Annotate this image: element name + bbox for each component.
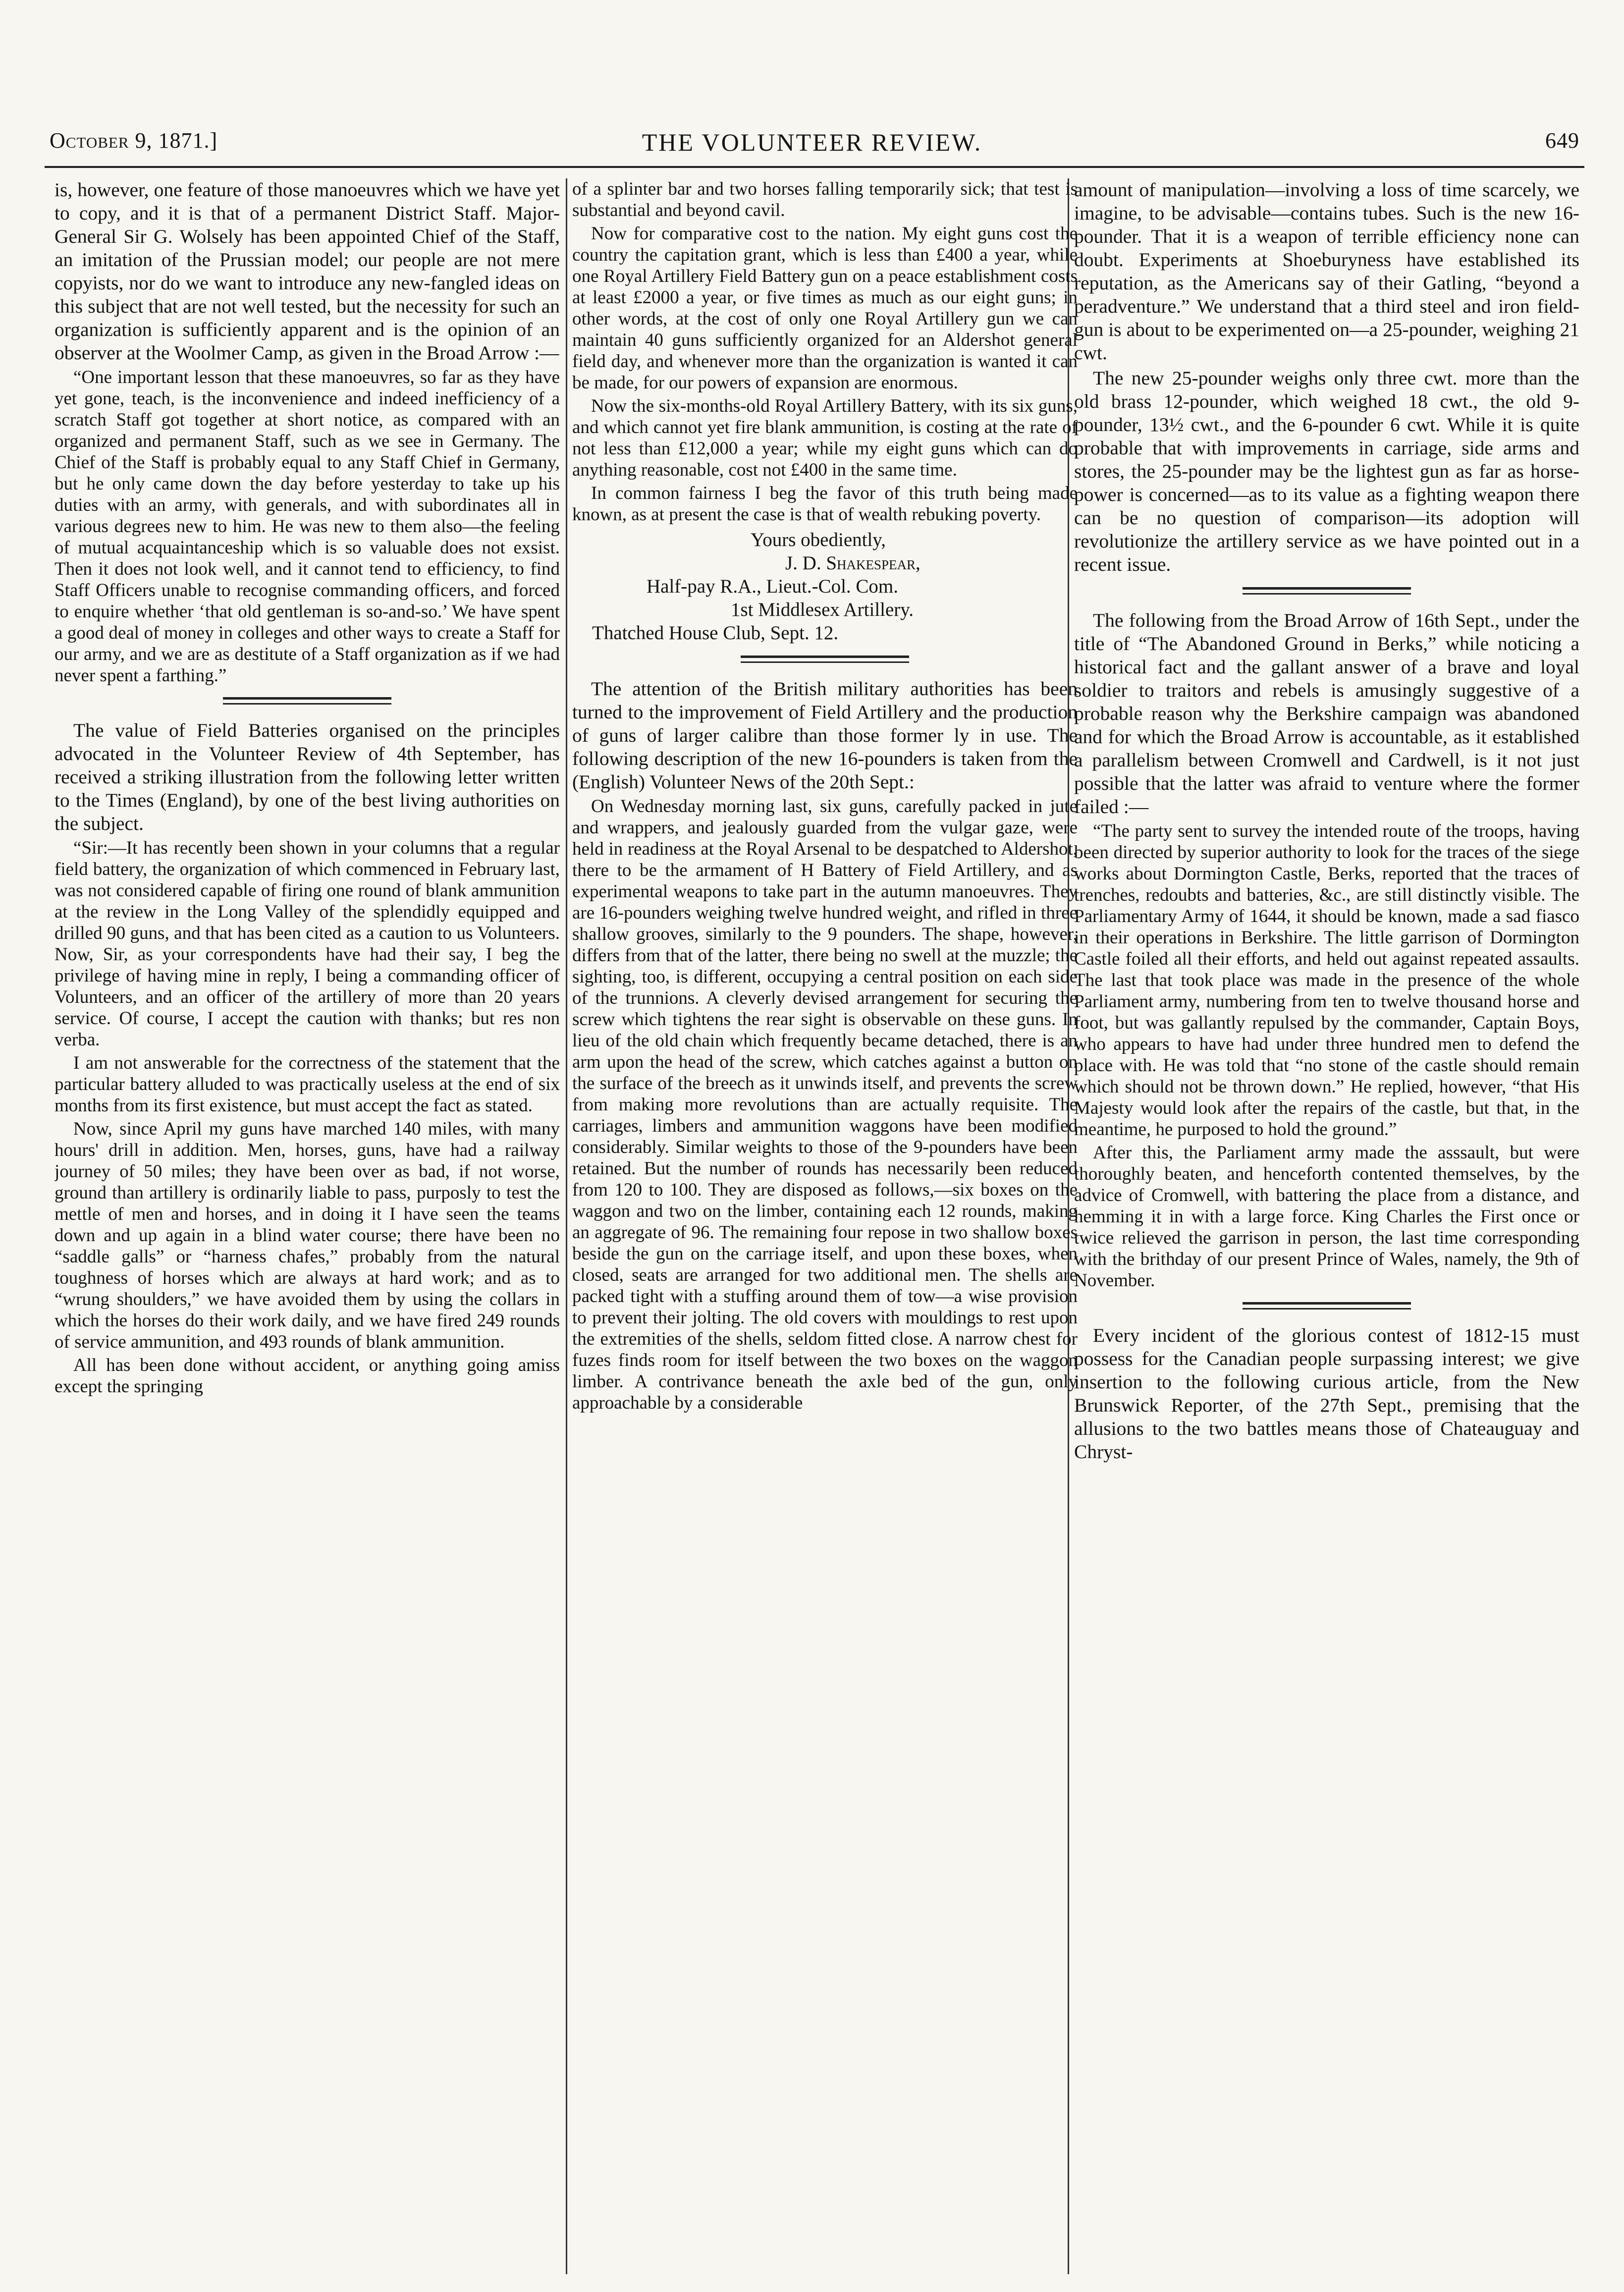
quoted-paragraph: After this, the Parliament army made the asssault, but were thoroughly beaten, and henceforth contented themselves, by the advice of Cromwell, with battering the place from a distance, and hemming it in with a large force. King Charles the First once or twice relieved the garrison in person, the last time corresponding with the brithday of our present Prince of Wales, namely, the 9th of November. xyxy=(1074,1143,1579,1291)
quoted-paragraph: Now, since April my guns have marched 140 miles, with many hours' drill in addition. Men, horses, guns, have had a railway journey of 50 miles; they have been over as bad, if not worse, ground than artillery is ordinarily liable to pass, purposly to test the mettle of men and horses, and in doing it I have seen the teams down and up again in a blind water course; there have been no “saddle galls” or “harness chafes,” probably from the natural toughness of horses which are always at hard work; and as to “wrung shoulders,” we have avoided them by using the collars in which the horses do their work daily, and we have fired 249 rounds of service ammunition, and 493 rounds of blank ammunition. xyxy=(54,1119,560,1352)
page-number: 649 xyxy=(1545,128,1579,153)
section-divider xyxy=(572,650,1078,670)
column-2 xyxy=(572,178,1078,2259)
quoted-paragraph: I am not answerable for the correctness of the statement that the particular battery alluded to was practically useless at the end of six months from its first existence, but must accept the fact as stated. xyxy=(54,1053,560,1116)
signature-address: Thatched House Club, Sept. 12. xyxy=(592,622,839,644)
quoted-paragraph: “The party sent to survey the intended route of the troops, having been directed by superior authority to look for the traces of the siege works about Dormington Castle, Berks, reported that the traces of trenches, redoubts and batteries, &c., are still distinctly visible. The Parliamentary Army of 1644, it should be known, made a sad fiasco in their operations in Berkshire. The little garrison of Dormington Castle foiled all their efforts, and held out against repeated assaults. The last that took place was made in the presence of the whole Parliament army, numbering from ten to twelve thousand horse and foot, but was gallantly repulsed by the commander, Captain Boys, who appears to have had under three hundred men to defend the place with. He was told that “no stone of the castle should remain which should not be thrown down.” He replied, however, “that His Majesty would look after the repairs of the castle, but that, in the meantime, he purposed to hold the ground.” xyxy=(1074,821,1579,1140)
paragraph: The new 25-pounder weighs only three cwt. more than the old brass 12-pounder, which weighed 18 cwt., the old 9-pounder, 13½ cwt., and the 6-pounder 6 cwt. While it is quite probable that with improvements in carriage, side arms and stores, the 25-pounder may be the lightest gun as far as horse-power is concerned—as to its value as a fighting weapon there can be no question of comparison—its adoption will revolutionize the artillery service as we have pointed out in a recent issue. xyxy=(1074,367,1579,575)
issue-date: October 9, 1871.] xyxy=(50,128,218,153)
section-divider xyxy=(54,691,560,712)
publication-title: THE VOLUNTEER REVIEW. xyxy=(642,128,982,156)
column-3 xyxy=(1074,178,1579,2259)
section-divider xyxy=(1074,581,1579,602)
paragraph: Every incident of the glorious contest of 1812-15 must possess for the Canadian people surpassing interest; we give insertion to the following curious article, from the New Brunswick Reporter, of the 27th Sept., premising that the allusions to the two battles means those of Chateauguay and Chryst- xyxy=(1074,1324,1579,1463)
quoted-paragraph: “One important lesson that these manoeuvres, so far as they have yet gone, teach, is the inconvenience and indeed inefficiency of a scratch Staff got together at short notice, as compared with an organized and permanent Staff, such as we see in Germany. The Chief of the Staff is probably equal to any Staff Chief in Germany, but he only came down the day before yesterday to take up his duties with an army, with generals, and with subordinates all in various degrees new to him. He was new to them also—the feeling of mutual acquaintanceship which is so valuable does not exsist. Then it does not look well, and it cannot tend to efficiency, to find Staff Officers unable to recognise commanding officers, and forced to enquire whether ‘that old gentleman is so-and-so.’ We have spent a good deal of money in colleges and other ways to create a Staff for our army, and we are as destitute of a Staff organization as if we had never spent a farthing.” xyxy=(54,367,560,686)
paragraph: amount of manipulation—involving a loss of time scarcely, we imagine, to be advisable—contains tubes. Such is the new 16-pounder. That it is a weapon of terrible efficiency none can doubt. Experiments at Shoeburyness have established its reputation, as the Americans say of their Gatling, “beyond a peradventure.” We understand that a third steel and iron field-gun is about to be experimented on—a 25-pounder, weighing 21 cwt. xyxy=(1074,179,1579,364)
quoted-paragraph: Now for comparative cost to the nation. My eight guns cost the country the capitation grant, which is less than £400 a year, while one Royal Artillery Field Battery gun on a peace establishment costs at least £2000 a year, or five times as much as our eight guns; in other words, at the cost of only one Royal Artillery gun we can maintain 40 guns sufficiently organized for an Aldershot general field day, and whenever more than the organization is wanted it can be made, for our powers of expansion are enormous. xyxy=(572,223,1078,393)
signature-name: J. D. Shakespear, xyxy=(785,552,920,574)
header-rule xyxy=(45,166,1584,168)
page-header xyxy=(40,128,1584,163)
letter-signature xyxy=(572,528,1078,645)
signature-rank: Half-pay R.A., Lieut.-Col. Com. xyxy=(647,576,899,597)
quoted-paragraph: “Sir:—It has recently been shown in your columns that a regular field battery, the organization of which commenced in February last, was not considered capable of firing one round of blank ammunition at the review in the Long Valley of the splendidly equipped and drilled 90 guns, and that has been cited as a caution to us Volunteers. Now, Sir, as your correspondents have had their say, I beg the privilege of having mine in reply, I being a commanding officer of Volunteers, and an officer of the artillery of more than 20 years service. Of course, I accept the caution with thanks; but res non verba. xyxy=(54,838,560,1050)
quoted-paragraph: In common fairness I beg the favor of this truth being made known, as at present the case is that of wealth rebuking poverty. xyxy=(572,483,1078,525)
column-1 xyxy=(54,178,560,2259)
quoted-paragraph: All has been done without accident, or anything going amiss except the springing xyxy=(54,1355,560,1397)
paragraph: The value of Field Batteries organised on the principles advocated in the Volunteer Review of 4th September, has received a striking illustration from the following letter written to the Times (England), by one of the best living authorities on the subject. xyxy=(54,719,560,834)
paragraph: The following from the Broad Arrow of 16th Sept., under the title of “The Abandoned Ground in Berks,” while noticing a historical fact and the gallant answer of a brave and loyal soldier to traitors and rebels is amusingly suggestive of a probable reason why the Berkshire campaign was abandoned and for which the Broad Arrow is accountable, as it established a parallelism between Cromwell and Cardwell, is it not just possible that the latter was afraid to venture where the former failed :— xyxy=(1074,609,1579,818)
column-divider xyxy=(566,178,567,2274)
signature-unit: 1st Middlesex Artillery. xyxy=(731,599,914,620)
paragraph: is, however, one feature of those manoeuvres which we have yet to copy, and it is that of a permanent District Staff. Major-General Sir G. Wolsely has been appointed Chief of the Staff, an imitation of the Prussian model; our people are not mere copyists, nor do we want to introduce any new-fangled ideas on this subject that are not well tested, but the necessity for such an organization is sufficiently apparent and is the opinion of an observer at the Woolmer Camp, as given in the Broad Arrow :— xyxy=(54,179,560,364)
quoted-paragraph: of a splinter bar and two horses falling temporarily sick; that test is substantial and beyond cavil. xyxy=(572,179,1078,220)
signature-closing: Yours obediently, xyxy=(751,529,886,550)
section-divider xyxy=(1074,1296,1579,1317)
quoted-paragraph: On Wednesday morning last, six guns, carefully packed in jute and wrappers, and jealously guarded from the vulgar gaze, were held in readiness at the Royal Arsenal to be despatched to Aldershot, there to be the armament of H Battery of Field Artillery, and as experimental weapons to take part in the autumn manoeuvres. They are 16-pounders weighing twelve hundred weight, and rifled in three shallow grooves, similarly to the 9 pounders. The shape, however, differs from that of the latter, there being no swell at the muzzle; the sighting, too, is different, occupying a central position on each side of the trunnions. A cleverly devised arrangement for securing the screw which tightens the rear sight is observable on these guns. In lieu of the old chain which frequently became detached, there is an arm upon the head of the screw, which catches against a button on the surface of the breech as it unwinds itself, and prevents the screw from making more revolutions than are actually requisite. The carriages, limbers and ammunition waggons have been modified considerably. Similar weights to those of the 9-pounders have been retained. But the number of rounds has necessarily been reduced from 120 to 100. They are disposed as follows,—six boxes on the waggon and two on the limber, containing each 12 rounds, making an aggregate of 96. The remaining four repose in two shallow boxes beside the gun on the carriage itself, and upon these boxes, when closed, seats are arranged for two additional men. The shells are packed tight with a stuffing around them of tow—a wise provision to prevent their jolting. The old covers with mouldings to rest upon the extremities of the shells, seldom fitted close. A narrow chest for fuzes finds room for itself between the two boxes on the waggon limber. A contrivance beneath the axle bed of the gun, only approachable by a considerable xyxy=(572,796,1078,1413)
quoted-paragraph: Now the six-months-old Royal Artillery Battery, with its six guns, and which cannot yet fire blank ammunition, is costing at the rate of not less than £12,000 a year; while my eight guns which can do anything reasonable, cost not £400 in the same time. xyxy=(572,396,1078,480)
paragraph: The attention of the British military authorities has been turned to the improvement of Field Artillery and the production of guns of larger calibre than those former ly in use. The following description of the new 16-pounders is taken from the (English) Volunteer News of the 20th Sept.: xyxy=(572,678,1078,793)
